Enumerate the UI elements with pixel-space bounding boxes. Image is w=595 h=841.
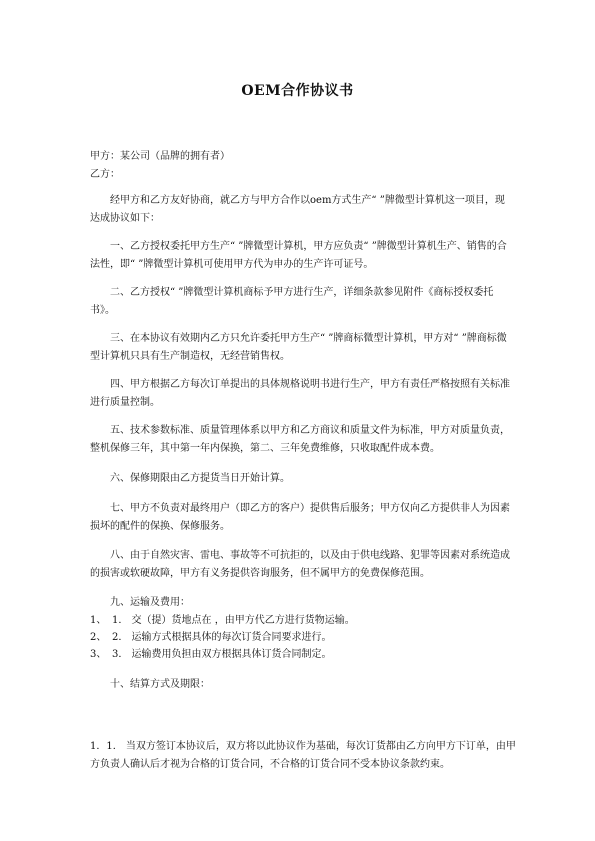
final-item-paragraph: 1．1． 当双方签订本协议后，双方将以此协议作为基础，每次订货都由乙方向甲方下订单，由甲方负责人确认后才视为合格的订货合同，不合格的订货合同不受本协议条款约束。	[90, 741, 516, 770]
list-item-number: 2、	[90, 632, 107, 643]
clause-8: 八、由于自然灾害、雷电、事故等不可抗拒的，以及由于供电线路、犯罪等因素对系统造成的损害或软硬故障，甲方有义务提供咨询服务，但不属甲方的免费保修范围。	[90, 550, 510, 579]
intro-paragraph: 经甲方和乙方友好协商，就乙方与甲方合作以oem方式生产“ ”牌微型计算机这一项目，现达成协议如下：	[90, 195, 505, 224]
list-item	[90, 612, 520, 630]
party-a-line: 甲方：某公司（品牌的拥有者）	[90, 151, 230, 162]
clause-9-heading: 九、运输及费用：	[110, 597, 190, 608]
list-item-number: 1、	[90, 615, 107, 626]
clause-3: 三、在本协议有效期内乙方只允许委托甲方生产“ ”牌商标微型计算机，甲方对“ ”牌商标微型计算机只具有生产制造权，无经营销售权。	[90, 333, 507, 362]
clause-7: 七、甲方不负责对最终用户（即乙方的客户）提供售后服务；甲方仅向乙方提供非人为因素损坏的配件的保换、保修服务。	[90, 503, 510, 532]
clause-6: 六、保修期限由乙方提货当日开始计算。	[110, 473, 290, 484]
list-item-text: 1． 交（提）货地点在 ，由甲方代乙方进行货物运输。	[112, 615, 355, 626]
clause-2: 二、乙方授权“ ”牌微型计算机商标予甲方进行生产，详细条款参见附件《商标授权委托书》。	[90, 287, 494, 316]
party-b-line: 乙方：	[90, 169, 120, 180]
list-item	[90, 629, 520, 647]
clause-4: 四、甲方根据乙方每次订单提出的具体规格说明书进行生产，甲方有责任严格按照有关标准进行质量控制。	[90, 379, 510, 408]
list-item-number: 3、	[90, 649, 107, 660]
clause-1: 一、乙方授权委托甲方生产“ ”牌微型计算机，甲方应负责“ ”牌微型计算机生产、销售的合法性，即“ ”牌微型计算机可使用甲方代为申办的生产许可证号。	[90, 241, 507, 270]
clause-5: 五、技术参数标准、质量管理体系以甲方和乙方商议和质量文件为标准，甲方对质量负责，整机保修三年，其中第一年内保换，第二、三年免费维修，只收取配件成本费。	[90, 425, 510, 454]
document-title: OEM合作协议书	[241, 83, 354, 99]
list-item	[90, 646, 520, 664]
list-item-text: 3． 运输费用负担由双方根据具体订货合同制定。	[112, 649, 332, 660]
list-item-text: 2． 运输方式根据具体的每次订货合同要求进行。	[112, 632, 332, 643]
clause-10-heading: 十、结算方式及期限：	[110, 679, 210, 690]
